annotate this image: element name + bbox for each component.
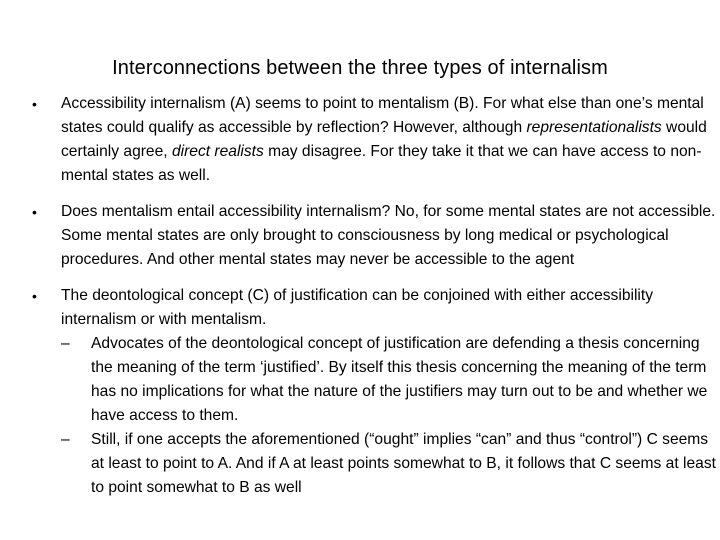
bullet-text-part: Accessibility internalism (A) seems to point to mentalism (B). For what else than one’s mental states could qualify as accessible by reflection? However, although xyxy=(61,95,704,136)
bullet-marker: • xyxy=(32,288,37,304)
bullet-marker: • xyxy=(32,96,37,112)
bullet-text-part: may disagree. For they take it that we can have access to non-mental states as well. xyxy=(61,143,702,184)
sub-marker: – xyxy=(61,335,70,352)
sub-item-advocates xyxy=(61,332,716,428)
bullet-item-accessibility xyxy=(32,92,716,188)
bullet-text: The deontological concept (C) of justification can be conjoined with either accessibility internalism or with mentalism. xyxy=(61,287,654,328)
bullet-item-mentalism xyxy=(32,200,716,272)
sub-marker: – xyxy=(61,431,70,448)
bullet-text-part: would certainly agree, xyxy=(61,119,707,160)
slide-title: Interconnections between the three types of internalism xyxy=(112,57,608,79)
bullet-text: Does mentalism entail accessibility internalism? No, for some mental states are not accessible. Some mental states are only brought to consciousness by long medical or psychological procedures. And other mental states may never be accessible to the agent xyxy=(61,203,716,268)
emphasis-direct-realists: direct realists xyxy=(171,143,264,160)
bullet-marker: • xyxy=(32,204,37,220)
sub-list xyxy=(61,332,716,500)
bullet-item-deontological xyxy=(32,284,716,500)
sub-text: Advocates of the deontological concept of justification are defending a thesis concerning the meaning of the term ‘justified’. By itself this thesis concerning the meaning of the term has no implications for what the nature of the justifiers may turn out to be and whether we have access to them. xyxy=(91,335,708,424)
bullet-list xyxy=(32,92,716,512)
sub-text: Still, if one accepts the aforementioned (“ought” implies “can” and thus “control”) C seems at least to point to A. And if A at least points somewhat to B, it follows that C seems at least to point somewhat to B as well xyxy=(91,431,716,496)
emphasis-representationalists: representationalists xyxy=(526,119,662,136)
sub-item-still xyxy=(61,428,716,500)
